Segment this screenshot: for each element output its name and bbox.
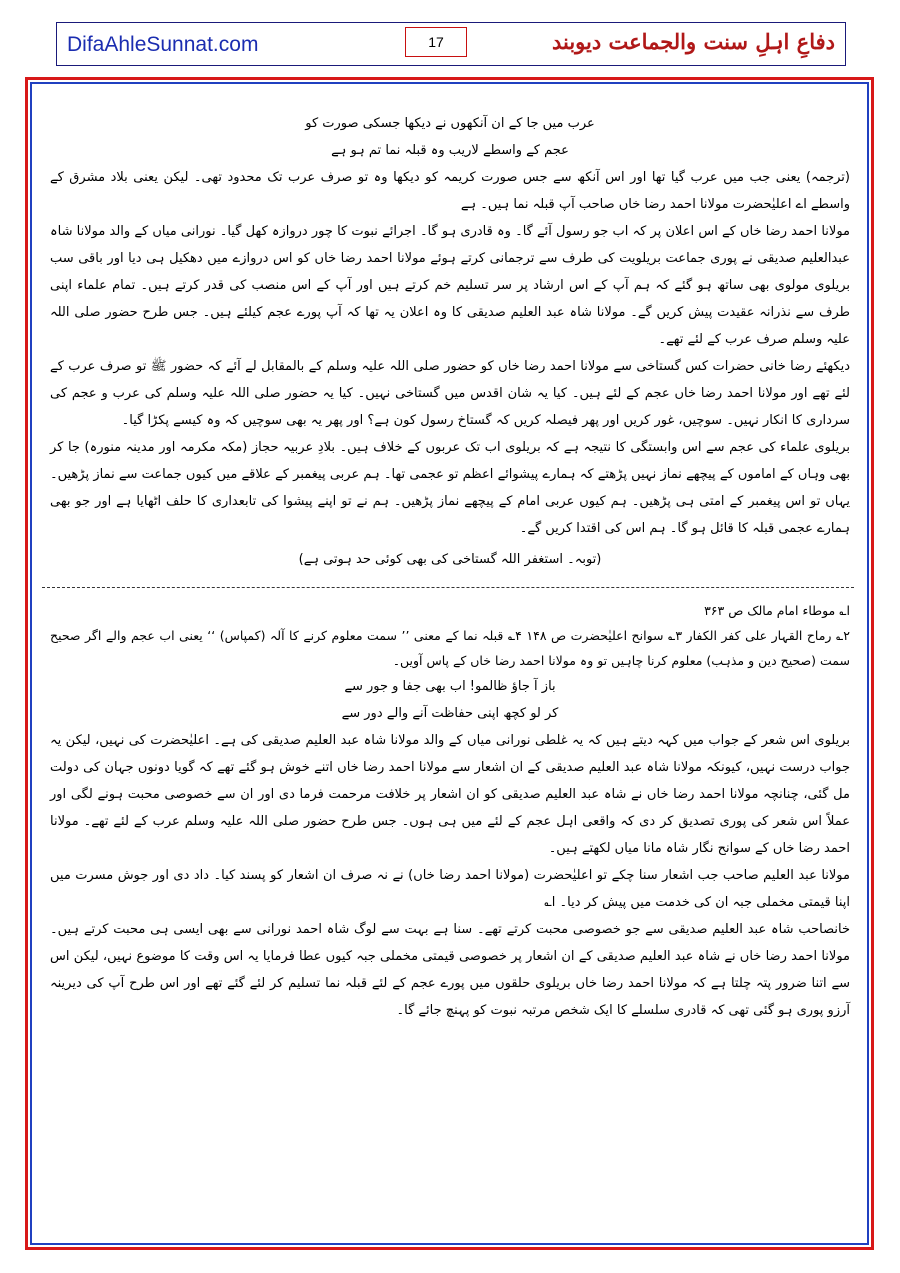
remark: (توبہ۔ استغفر اللہ گستاخی کی بھی کوئی حد ہوتی ہے) xyxy=(298,552,602,567)
footnote-divider xyxy=(42,587,854,588)
page-content xyxy=(50,96,850,1024)
footnote: ۲؎ رماح القہار علی کفر الکفار ۳؎ سوانح اعلیٰحضرت ص ۱۴۸ ۴؎ قبلہ نما کے معنی ’’ سمت معلوم کرنے کا آلہ (کمپاس) ‘‘ یعنی اب عجم والے اگر صحیح سمت (صحیح دین و مذہب) معلوم کرنا چاہیں تو وہ مولانا احمد رضا خاں کے پاس آویں۔ xyxy=(50,628,851,668)
paragraph: (ترجمہ) یعنی جب میں عرب گیا تھا اور اس آنکھ سے جس صورت کریمہ کو دیکھا وہ تو صرف عرب تک محدود تھی۔ لیکن یعنی بلاد مشرق کے واسطے اے اعلیٰحضرت مولانا احمد رضا خاں صاحب آپ قبلہ نما ہیں۔ ہے xyxy=(50,170,850,212)
paragraph: مولانا احمد رضا خاں کے اس اعلان پر کہ اب جو رسول آئے گا۔ وہ قادری ہو گا۔ اجرائے نبوت کا چور دروازہ کھل گیا۔ نورانی میاں کے والد مولانا شاہ عبدالعلیم صدیقی نے پوری جماعت بریلویت کی طرف سے ترجمانی کرتے ہوئے مولانا احمد رضا خاں کو اس دروازے میں دھکیل ہی دیا اور باقی سب بریلوی مولوی بھی ساتھ ہو گئے کہ ہم آپ کے اس ارشاد پر سر تسلیم خم کرتے ہیں اور آپ کے اس منصب کی قدر کرتے ہیں۔ تمام علماء اپنی طرف سے نذرانہ عقیدت پیش کریں گے۔ مولانا شاہ عبد العلیم صدیقی کا وہ اعلان یہ تھا کہ آپ پورے عجم کیلئے ہیں۔ جس طرح حضور صلی اللہ علیہ وسلم صرف عرب کے لئے تھے۔ xyxy=(50,224,850,347)
brand-title: دفاعِ اہلِ سنت والجماعت دیوبند xyxy=(551,29,835,54)
paragraph: دیکھئے رضا خانی حضرات کس گستاخی سے مولانا احمد رضا خاں کو حضور صلی اللہ علیہ وسلم کے بالمقابل لے آئے کہ حضور ﷺ تو صرف عرب کے لئے تھے اور مولانا احمد رضا خاں عجم کے لئے ہیں۔ کیا یہ شان اقدس میں گستاخی نہیں۔ کیا یہ حضور صلی اللہ علیہ وسلم کی عرب و عجم کی سرداری کا انکار نہیں۔ سوچیں، غور کریں اور پھر فیصلہ کریں کہ گستاخ رسول کون ہے؟ اور پھر یہ بھی سوچیں کہ وہ کیسے پکڑا گیا۔ xyxy=(50,359,850,428)
verse-line: کر لو کچھ اپنی حفاظت آنے والے دور سے xyxy=(341,706,559,721)
site-url[interactable]: DifaAhleSunnat.com xyxy=(67,33,259,56)
paragraph: بریلوی علماء کی عجم سے اس وابستگی کا نتیجہ ہے کہ بریلوی اب تک عربوں کے خلاف ہیں۔ بلادِ عربیہ حجاز (مکہ مکرمہ اور مدینہ منورہ) جا کر بھی وہاں کے اماموں کے پیچھے نماز نہیں پڑھتے کہ ہمارے پیشوائے اعظم تو عجمی تھا۔ ہم عربی پیغمبر کے علاقے میں کیوں جماعت سے نماز پڑھیں۔ یہاں تو اس پیغمبر کے امتی ہی پڑھیں۔ ہم کیوں عربی امام کے پیچھے نماز پڑھیں۔ ہم نے تو اپنے پیشوا کی تابعداری کا حلف اٹھایا ہے اور جو بھی ہمارے عجمی قبلہ کا قائل ہو گا۔ ہم اس کی اقتدا کریں گے۔ xyxy=(50,440,850,536)
verse-line: عجم کے واسطے لاریب وہ قبلہ نما تم ہو ہے xyxy=(331,143,569,158)
page-header xyxy=(56,22,846,66)
footnote: ا؎ موطاء امام مالک ص ۳۶۳ xyxy=(704,603,850,618)
verse-line: عرب میں جا کے ان آنکھوں نے دیکھا جسکی صورت کو xyxy=(305,116,595,131)
verse-line: باز آ جاؤ ظالمو! اب بھی جفا و جور سے xyxy=(344,679,556,694)
quoted-paragraph: مولانا عبد العلیم صاحب جب اشعار سنا چکے تو اعلیٰحضرت (مولانا احمد رضا خاں) نے نہ صرف ان اشعار کو پسند کیا۔ داد دی اور جوش مسرت میں اپنا قیمتی مخملی جبہ ان کی خدمت میں پیش کر دیا۔ ا؎ xyxy=(50,868,850,910)
page-number: 17 xyxy=(405,27,467,57)
paragraph: بریلوی اس شعر کے جواب میں کہہ دیتے ہیں کہ یہ غلطی نورانی میاں کے والد مولانا شاہ عبد العلیم صدیقی کی ہے۔ اعلیٰحضرت کی نہیں، لیکن یہ جواب درست نہیں، کیونکہ مولانا شاہ عبد العلیم صدیقی کے ان اشعار سے مولانا احمد رضا خاں اتنے خوش ہو گئے تھے کہ گویا دونوں جہان کی دولت مل گئی، چنانچہ مولانا احمد رضا خاں نے شاہ عبد العلیم صدیقی کو ان اشعار پر خلافت مرحمت فرما دی اور ان سے خصوصی محبت ہونے لگی اور عملاً اس شعر کی پوری تصدیق کر دی کہ واقعی اہل عجم کے لئے میں ہی ہوں۔ جس طرح حضور صلی اللہ علیہ وسلم عرب کے لئے تھے۔ مولانا احمد رضا خاں کے سوانح نگار شاہ مانا میاں لکھتے ہیں۔ xyxy=(50,733,850,856)
paragraph: خانصاحب شاہ عبد العلیم صدیقی سے جو خصوصی محبت کرتے تھے۔ سنا ہے بہت سے لوگ شاہ احمد نورانی سے بھی ایسی ہی محبت کرتے ہیں۔ مولانا احمد رضا خاں نے شاہ عبد العلیم صدیقی کے ان اشعار پر خصوصی قیمتی مخملی جبہ کیوں عطا فرمایا یہ اس وقت کا موضوع نہیں، لیکن اس سے اتنا ضرور پتہ چلتا ہے کہ مولانا احمد رضا خاں بریلوی حلقوں میں پورے عجم کے لئے قبلہ نما تسلیم کر لئے گئے تھے اور اس طرح آپ کی دیرینہ آرزو پوری ہو گئی تھی کہ قادری سلسلے کا ایک شخص مرتبہ نبوت کو پہنچ جائے گا۔ xyxy=(50,922,850,1018)
